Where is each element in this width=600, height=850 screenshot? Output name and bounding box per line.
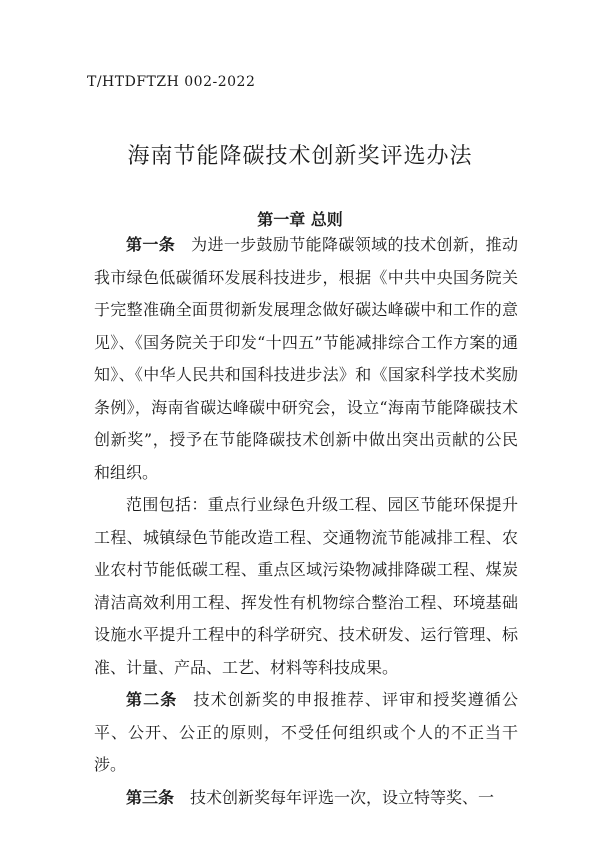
chapter-heading: 第一章 总则: [257, 210, 343, 229]
paragraph-scope: [94, 489, 518, 684]
paragraph-article-3: [94, 782, 518, 815]
document-title: 海南节能降碳技术创新奖评选办法: [127, 144, 473, 169]
paragraph-text: 技术创新奖的申报推荐、评审和授奖遵循公平、公开、公正的原则，不受任何组织或个人的不正当干涉。: [94, 690, 518, 774]
paragraph-article-2: [94, 684, 518, 782]
body-text: [94, 229, 518, 814]
article-label: 第三条: [126, 787, 175, 807]
article-label: 第二条: [126, 690, 178, 709]
article-label: 第一条: [126, 235, 176, 254]
paragraph-text: 为进一步鼓励节能降碳领域的技术创新，推动我市绿色低碳循环发展科技进步，根据《中共中央国务院关于完整准确全面贯彻新发展理念做好碳达峰碳中和工作的意见》、《国务院关于印发“十四五”节能减排综合工作方案的通知》、《中华人民共和国科技进步法》和《国家科学技术奖励条例》，海南省碳达峰碳中研究会，设立“海南节能降碳技术创新奖”，授予在节能降碳技术创新中做出突出贡献的公民和组织。: [94, 235, 518, 482]
paragraph-article-1: [94, 229, 518, 489]
standard-code: T/HTDFTZH 002-2022: [87, 74, 256, 90]
paragraph-text: 范围包括：重点行业绿色升级工程、园区节能环保提升工程、城镇绿色节能改造工程、交通物流节能减排工程、农业农村节能低碳工程、重点区域污染物减排降碳工程、煤炭清洁高效利用工程、挥发性有机物综合整治工程、环境基础设施水平提升工程中的科学研究、技术研发、运行管理、标准、计量、产品、工艺、材料等科技成果。: [94, 495, 518, 677]
paragraph-text: 技术创新奖每年评选一次，设立特等奖、一: [190, 787, 495, 807]
